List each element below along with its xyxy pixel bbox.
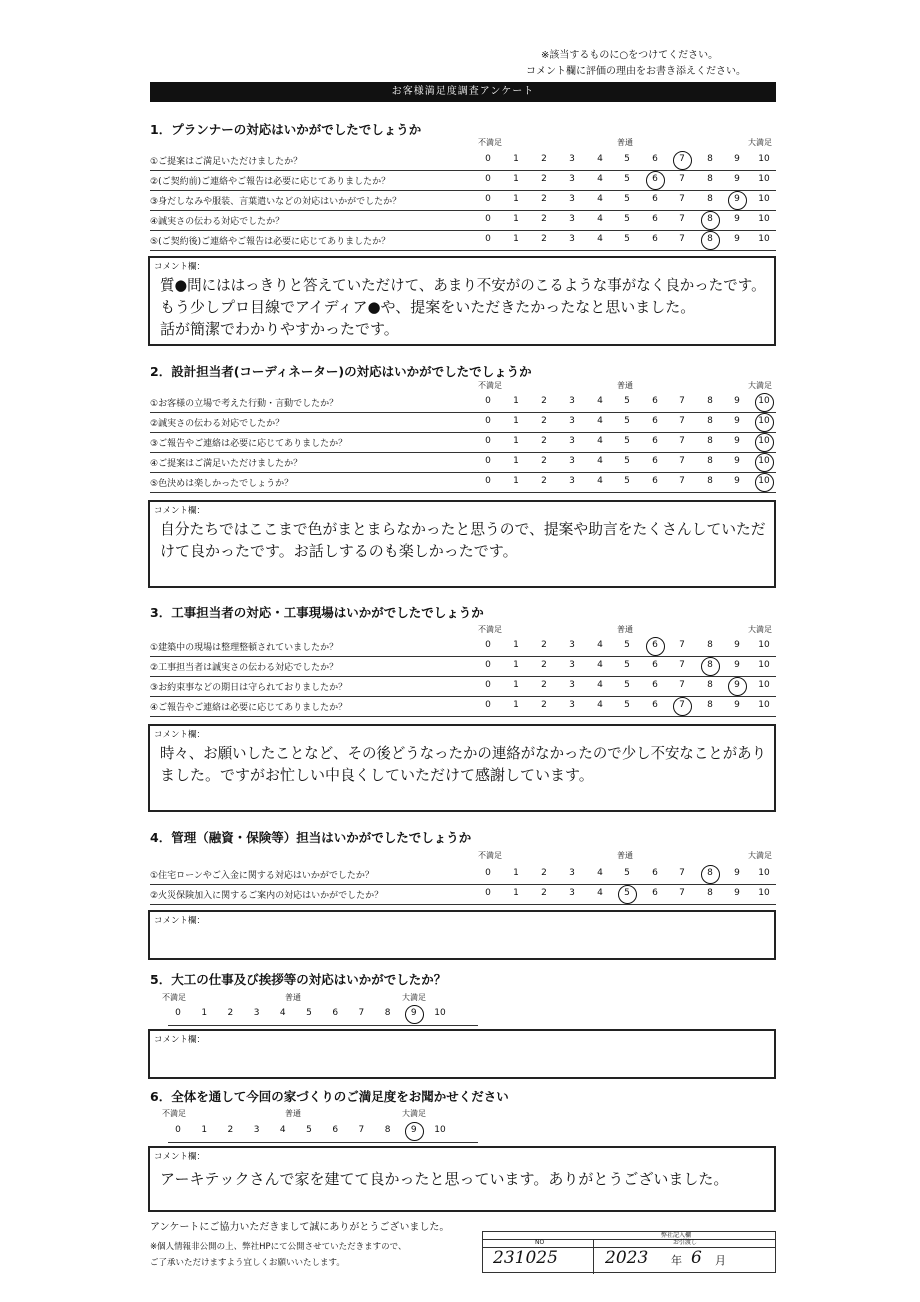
question-label: ②工事担当者は誠実さの伝わる対応でしたか？ [150,663,339,673]
rating-option[interactable]: 3 [569,214,575,224]
rating-option[interactable]: 10 [758,154,770,164]
rating-option[interactable]: 10 [434,1008,446,1018]
scale-high: 大満足 [402,1109,426,1118]
question-row [150,472,776,493]
comment-label: コメント欄： [154,916,206,926]
instruction-note-1: ※該当するものに○をつけてください。 [541,50,719,61]
rating-option[interactable]: 4 [597,680,603,690]
rating-option[interactable]: 10 [758,660,770,670]
rating-option[interactable]: 0 [485,700,491,710]
rating-option[interactable]: 2 [227,1125,234,1135]
rating-option[interactable]: 4 [597,234,603,244]
question-label: ③お約束事などの期日は守られておりましたか？ [150,683,348,693]
rating-option[interactable]: 2 [227,1008,234,1018]
question-label: ④ご報告やご連絡は必要に応じてありましたか？ [150,703,348,713]
rating-option[interactable]: 10 [434,1125,446,1135]
rating-option[interactable]: 7 [358,1008,365,1018]
rating-option-selected[interactable]: 6 [645,174,665,184]
rating-option[interactable]: 9 [734,436,740,446]
question-row [150,696,776,717]
rating-option[interactable]: 4 [597,868,603,878]
rating-option[interactable]: 4 [597,888,603,898]
rating-option[interactable]: 7 [679,396,685,406]
rating-option[interactable]: 6 [652,888,658,898]
rating-option[interactable]: 1 [201,1008,208,1018]
scale-high: 大満足 [402,993,426,1002]
section-2-comment-box[interactable] [148,500,776,588]
rating-option[interactable]: 4 [597,700,603,710]
survey-number: 231025 [493,1248,558,1268]
rating-option[interactable]: 7 [679,660,685,670]
rating-option[interactable]: 1 [513,888,519,898]
rating-option[interactable]: 7 [679,888,685,898]
no-label: NO [535,1239,545,1246]
scale-mid: 普通 [617,851,633,860]
question-row [150,230,776,251]
rating-option[interactable]: 6 [332,1008,339,1018]
rating-option-selected[interactable]: 9 [404,1008,424,1018]
rating-option[interactable]: 3 [569,194,575,204]
rating-option[interactable]: 2 [541,700,547,710]
rating-option[interactable]: 3 [253,1125,260,1135]
scale-high: 大満足 [748,138,772,147]
rating-option[interactable]: 4 [597,640,603,650]
rating-option[interactable]: 8 [707,680,713,690]
section-6-comment-text: アーキテックさんで家を建てて良かったと思っています。ありがとうございました。 [160,1170,729,1188]
rating-option[interactable]: 3 [569,680,575,690]
question-label: ③身だしなみや服装、言葉遣いなどの対応はいかがでしたか？ [150,197,402,207]
rating-option-selected[interactable]: 10 [754,456,774,466]
rating-option[interactable]: 0 [485,416,491,426]
scale-low: 不満足 [162,993,186,1002]
rating-option[interactable]: 7 [679,194,685,204]
question-label: ②火災保険加入に関するご案内の対応はいかがでしたか？ [150,891,384,901]
rating-option-selected[interactable]: 9 [727,194,747,204]
handwritten-comment-line: 時々、お願いしたことなど、その後どうなったかの連絡がなかったので少し不安なことがあり [160,744,767,762]
rating-option[interactable]: 6 [652,868,658,878]
handover-month: 6 [691,1248,702,1268]
rating-option-selected[interactable]: 10 [754,476,774,486]
rating-option[interactable]: 5 [624,194,630,204]
question-label: ②誠実さの伝わる対応でしたか？ [150,419,285,429]
rating-option[interactable]: 10 [758,194,770,204]
rating-option[interactable]: 9 [734,234,740,244]
rating-option[interactable]: 5 [624,396,630,406]
section-3-comment-box[interactable] [148,724,776,812]
rating-option[interactable]: 6 [652,436,658,446]
rating-option[interactable]: 0 [485,154,491,164]
rating-option-selected[interactable]: 6 [645,640,665,650]
rating-option[interactable]: 6 [652,416,658,426]
rating-option[interactable]: 7 [679,680,685,690]
rating-option[interactable]: 9 [734,700,740,710]
rating-option[interactable]: 8 [707,700,713,710]
scale-mid: 普通 [285,1109,301,1118]
year-unit: 年 [671,1254,682,1267]
rating-option[interactable]: 7 [679,640,685,650]
rating-option[interactable]: 1 [513,476,519,486]
rating-option[interactable]: 4 [597,476,603,486]
rating-option[interactable]: 9 [734,660,740,670]
privacy-note-2: ご了承いただけますよう宜しくお願いいたします。 [150,1258,345,1268]
scale-low: 不満足 [162,1109,186,1118]
rating-option[interactable]: 2 [541,416,547,426]
rating-option[interactable]: 8 [707,640,713,650]
rating-option[interactable]: 7 [679,868,685,878]
rating-option[interactable]: 8 [707,888,713,898]
question-label: ①建築中の現場は整理整頓されていましたか？ [150,643,339,653]
rating-option[interactable]: 0 [485,174,491,184]
rating-option[interactable]: 5 [624,436,630,446]
handwritten-comment-line: けて良かったです。お話しするのも楽しかったです。 [160,542,518,560]
rating-option[interactable]: 8 [384,1125,391,1135]
rating-option[interactable]: 5 [306,1125,312,1135]
rating-option-selected[interactable]: 10 [754,416,774,426]
rating-option[interactable]: 1 [513,640,519,650]
rating-option[interactable]: 5 [306,1008,312,1018]
rating-option[interactable]: 5 [624,680,630,690]
rating-option[interactable]: 0 [485,436,491,446]
rating-option[interactable]: 9 [734,214,740,224]
scale-high: 大満足 [748,851,772,860]
handwritten-comment-line: 自分たちではここまで色がまとまらなかったと思うので、提案や助言をたくさんしていただ [160,520,766,538]
question-label: ⑤(ご契約後)ご連絡やご報告は必要に応じてありましたか？ [150,237,391,247]
rating-option[interactable]: 4 [597,416,603,426]
rating-option[interactable]: 8 [707,174,713,184]
rating-option[interactable]: 8 [707,154,713,164]
rating-option[interactable]: 4 [597,174,603,184]
rating-option[interactable]: 5 [624,660,630,670]
rating-option[interactable]: 7 [679,456,685,466]
scale-mid: 普通 [285,993,301,1002]
rating-option[interactable]: 1 [513,680,519,690]
rating-option[interactable]: 1 [513,416,519,426]
rating-option[interactable]: 1 [513,174,519,184]
rating-option[interactable]: 9 [734,416,740,426]
question-row [150,656,776,677]
question-label: ②(ご契約前)ご連絡やご報告は必要に応じてありましたか？ [150,177,391,187]
rating-option[interactable]: 3 [569,234,575,244]
rating-option[interactable]: 8 [384,1008,391,1018]
rating-option-selected[interactable]: 8 [700,214,720,224]
rating-option[interactable]: 2 [541,640,547,650]
scale-low: 不満足 [478,625,502,634]
rating-option[interactable]: 6 [652,680,658,690]
rating-option[interactable]: 1 [201,1125,208,1135]
rating-option[interactable]: 1 [513,436,519,446]
office-use-box [482,1231,776,1273]
rating-option[interactable]: 8 [707,416,713,426]
rating-option[interactable]: 3 [569,476,575,486]
rating-option[interactable]: 1 [513,396,519,406]
rating-option[interactable]: 4 [597,154,603,164]
section-6-comment-box[interactable] [148,1146,776,1212]
rating-option[interactable]: 4 [597,194,603,204]
rating-option[interactable]: 7 [679,476,685,486]
rating-option[interactable]: 5 [624,640,630,650]
rating-option[interactable]: 4 [597,436,603,446]
question-row [150,392,776,413]
rating-option[interactable]: 5 [624,416,630,426]
rating-option[interactable]: 4 [597,214,603,224]
rating-option[interactable]: 10 [758,234,770,244]
office-label: 弊社記入欄 [661,1232,692,1239]
rating-option[interactable]: 8 [707,456,713,466]
rating-option[interactable]: 2 [541,234,547,244]
rating-option[interactable]: 0 [485,680,491,690]
rating-option[interactable]: 8 [707,436,713,446]
rating-option[interactable]: 0 [485,868,491,878]
comment-label: コメント欄： [154,262,206,272]
section-4-title: 4．管理（融資・保険等）担当はいかがでしたでしょうか [150,830,472,845]
scale-mid: 普通 [617,138,633,147]
rating-option[interactable]: 5 [624,700,630,710]
rating-option[interactable]: 2 [541,154,547,164]
question-label: ①ご提案はご満足いただけましたか？ [150,157,303,167]
section-1-title: 1．プランナーの対応はいかがでしたでしょうか [150,122,422,137]
handwritten-comment-line: 質●問にははっきりと答えていただけて、あまり不安がのこるような事がなく良かったです。 [160,276,766,294]
rating-option[interactable]: 6 [652,194,658,204]
rating-option-selected[interactable]: 7 [672,154,692,164]
rating-option[interactable]: 0 [485,476,491,486]
privacy-note-1: ※個人情報非公開の上、弊社HPにて公開させていただきますので、 [150,1242,407,1252]
handwritten-comment-line: 話が簡潔でわかりやすかったです。 [160,320,399,338]
rating-option[interactable]: 4 [597,660,603,670]
rating-option[interactable]: 5 [624,154,630,164]
rating-option[interactable]: 0 [175,1008,181,1018]
rating-option[interactable]: 2 [541,476,547,486]
rating-option[interactable]: 10 [758,680,770,690]
rating-option[interactable]: 2 [541,660,547,670]
rating-option[interactable]: 7 [679,416,685,426]
rating-option[interactable]: 6 [332,1125,339,1135]
rating-option[interactable]: 0 [485,194,491,204]
section-6-scale [168,1124,478,1143]
scale-low: 不満足 [478,138,502,147]
rating-option[interactable]: 3 [569,174,575,184]
rating-option[interactable]: 2 [541,174,547,184]
rating-option[interactable]: 1 [513,214,519,224]
rating-option[interactable]: 3 [569,436,575,446]
question-row [150,676,776,697]
rating-option[interactable]: 9 [734,154,740,164]
rating-option[interactable]: 8 [707,194,713,204]
rating-option[interactable]: 0 [485,888,491,898]
rating-option[interactable]: 10 [758,640,770,650]
rating-option[interactable]: 5 [624,214,630,224]
rating-option[interactable]: 2 [541,868,547,878]
rating-option-selected[interactable]: 10 [754,436,774,446]
handwritten-comment-line: もう少しプロ目線でアイディア●や、提案をいただきたかったなと思いました。 [160,298,696,316]
section-2-title: 2．設計担当者(コーディネーター)の対応はいかがでしたでしょうか [150,364,532,379]
rating-option[interactable]: 10 [758,868,770,878]
rating-option[interactable]: 6 [652,214,658,224]
scale-mid: 普通 [617,625,633,634]
question-label: ③ご報告やご連絡は必要に応じてありましたか？ [150,439,348,449]
rating-option-selected[interactable]: 9 [404,1125,424,1135]
handover-label: お引渡し [673,1239,698,1246]
rating-option[interactable]: 3 [569,396,575,406]
rating-option[interactable]: 7 [679,234,685,244]
rating-option[interactable]: 7 [679,436,685,446]
rating-option[interactable]: 5 [624,174,630,184]
section-5-title: 5．大工の仕事及び挨拶等の対応はいかがでしたか？ [150,972,447,987]
section-5-scale [168,1007,478,1026]
rating-option[interactable]: 6 [652,154,658,164]
question-row [150,636,776,657]
question-row [150,210,776,231]
instruction-note-2: コメント欄に評価の理由をお書き添えください。 [526,66,746,77]
rating-option-selected[interactable]: 7 [672,700,692,710]
rating-option-selected[interactable]: 9 [727,680,747,690]
rating-option-selected[interactable]: 8 [700,868,720,878]
section-5-comment-box[interactable] [148,1029,776,1079]
rating-option[interactable]: 7 [679,214,685,224]
rating-option[interactable]: 5 [624,476,630,486]
rating-option-selected[interactable]: 5 [617,888,637,898]
rating-option[interactable]: 0 [485,214,491,224]
question-row [150,452,776,473]
scale-high: 大満足 [748,625,772,634]
rating-option-selected[interactable]: 10 [754,396,774,406]
question-row [150,884,776,905]
rating-option[interactable]: 3 [569,456,575,466]
rating-option[interactable]: 10 [758,888,770,898]
comment-label: コメント欄： [154,506,206,516]
rating-option[interactable]: 4 [279,1125,286,1135]
rating-option[interactable]: 2 [541,888,547,898]
rating-option[interactable]: 9 [734,868,740,878]
section-1-comment-box[interactable] [148,256,776,346]
rating-option[interactable]: 0 [485,660,491,670]
question-row [150,412,776,433]
rating-option[interactable]: 9 [734,888,740,898]
rating-option[interactable]: 3 [569,868,575,878]
rating-option[interactable]: 10 [758,214,770,224]
rating-option[interactable]: 9 [734,476,740,486]
month-unit: 月 [715,1254,726,1267]
section-3-title: 3．工事担当者の対応・工事現場はいかがでしたでしょうか [150,605,484,620]
rating-option[interactable]: 0 [485,396,491,406]
rating-option[interactable]: 1 [513,700,519,710]
comment-label: コメント欄： [154,1152,206,1162]
question-label: ④ご提案はご満足いただけましたか？ [150,459,303,469]
rating-option[interactable]: 8 [707,396,713,406]
question-row [150,170,776,191]
thanks-message: アンケートにご協力いただきまして誠にありがとうございました。 [150,1222,450,1233]
comment-label: コメント欄： [154,1035,206,1045]
handover-year: 2023 [605,1248,649,1268]
rating-option[interactable]: 6 [652,234,658,244]
rating-option[interactable]: 4 [597,456,603,466]
rating-option[interactable]: 3 [569,888,575,898]
section-6-title: 6．全体を通して今回の家づくりのご満足度をお聞かせください [150,1089,509,1104]
handwritten-comment-line: ました。ですがお忙しい中良くしていただけて感謝しています。 [160,766,594,784]
question-row [150,190,776,211]
rating-option[interactable]: 9 [734,174,740,184]
rating-option[interactable]: 6 [652,700,658,710]
rating-option[interactable]: 2 [541,194,547,204]
rating-option[interactable]: 3 [569,700,575,710]
question-row [150,150,776,171]
rating-option[interactable]: 2 [541,680,547,690]
rating-option[interactable]: 4 [597,396,603,406]
question-label: ④誠実さの伝わる対応でしたか？ [150,217,285,227]
question-label: ①お客様の立場で考えた行動・言動でしたか？ [150,399,339,409]
scale-low: 不満足 [478,851,502,860]
rating-option[interactable]: 9 [734,396,740,406]
rating-option[interactable]: 9 [734,456,740,466]
rating-option[interactable]: 0 [485,640,491,650]
rating-option[interactable]: 8 [707,476,713,486]
rating-option[interactable]: 0 [175,1125,181,1135]
rating-option[interactable]: 9 [734,640,740,650]
rating-option[interactable]: 2 [541,456,547,466]
rating-option[interactable]: 2 [541,396,547,406]
rating-option[interactable]: 1 [513,660,519,670]
rating-option[interactable]: 0 [485,234,491,244]
rating-option[interactable]: 3 [569,640,575,650]
scale-high: 大満足 [748,381,772,390]
rating-option[interactable]: 6 [652,396,658,406]
rating-option[interactable]: 2 [541,436,547,446]
rating-option[interactable]: 10 [758,174,770,184]
rating-option[interactable]: 1 [513,154,519,164]
rating-option[interactable]: 5 [624,234,630,244]
rating-option[interactable]: 1 [513,456,519,466]
rating-option[interactable]: 2 [541,214,547,224]
scale-low: 不満足 [478,381,502,390]
rating-option[interactable]: 5 [624,868,630,878]
rating-option[interactable]: 1 [513,868,519,878]
rating-option[interactable]: 6 [652,456,658,466]
rating-option-selected[interactable]: 8 [700,234,720,244]
rating-option[interactable]: 10 [758,700,770,710]
rating-option[interactable]: 3 [569,660,575,670]
rating-option[interactable]: 0 [485,456,491,466]
rating-option[interactable]: 3 [569,416,575,426]
rating-option[interactable]: 5 [624,456,630,466]
rating-option[interactable]: 6 [652,660,658,670]
question-row [150,432,776,453]
rating-option[interactable]: 3 [569,154,575,164]
scale-mid: 普通 [617,381,633,390]
rating-option[interactable]: 4 [279,1008,286,1018]
comment-label: コメント欄： [154,730,206,740]
rating-option[interactable]: 3 [253,1008,260,1018]
question-label: ①住宅ローンやご入金に関する対応はいかがでしたか？ [150,871,374,881]
rating-option[interactable]: 7 [679,174,685,184]
rating-option[interactable]: 6 [652,476,658,486]
rating-option[interactable]: 1 [513,234,519,244]
section-4-comment-box[interactable] [148,910,776,960]
survey-title-banner: お客様満足度調査アンケート [150,82,776,102]
rating-option-selected[interactable]: 8 [700,660,720,670]
rating-option[interactable]: 1 [513,194,519,204]
rating-option[interactable]: 7 [358,1125,365,1135]
question-label: ⑤色決めは楽しかったでしょうか？ [150,479,294,489]
question-row [150,864,776,885]
